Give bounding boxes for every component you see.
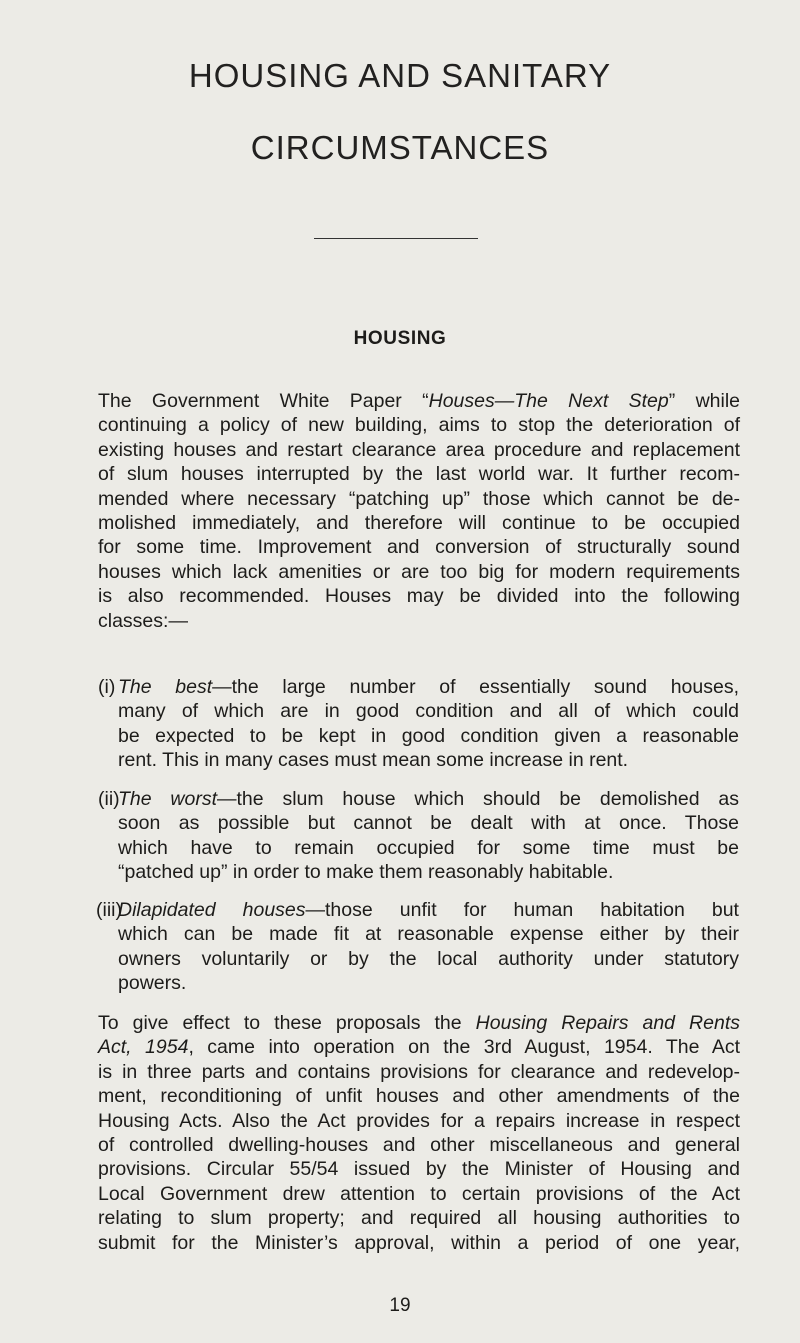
paragraph-line: To give effect to these proposals the Housing Repairs and Rents (98, 1012, 741, 1034)
paragraph-line: The Government White Paper “Houses—The Next Step” while (98, 390, 740, 412)
item-line: be expected to be kept in good condition given a reasonable (118, 724, 739, 747)
item-number: (ii) (98, 788, 120, 810)
item-body (118, 787, 739, 885)
paragraph-line: of slum houses interrupted by the last world war. It further recom- (98, 463, 740, 486)
page-title-line-2: CIRCUMSTANCES (250, 129, 550, 166)
intro-paragraph (98, 389, 740, 633)
paragraph-line: houses which lack amenities or are too big for modern requirements (98, 560, 740, 583)
item-term: The worst (118, 788, 218, 810)
item-line: The worst—the slum house which should be demolished as (118, 788, 739, 810)
paragraph-line: submit for the Minister’s approval, within a period of one year, (98, 1231, 740, 1254)
act-title-cont: Act, 1954 (98, 1036, 189, 1059)
paragraph-line: relating to slum property; and required all housing authorities to (98, 1207, 740, 1230)
act-paragraph (98, 1011, 740, 1255)
paragraph-line: existing houses and restart clearance area procedure and replacement (98, 438, 740, 461)
paragraph-line: is also recommended. Houses may be divided into the following (98, 585, 740, 608)
paragraph-line: mended where necessary “patching up” those which cannot be de- (98, 487, 740, 510)
paragraph-line: continuing a policy of new building, aims to stop the deterioration of (98, 414, 740, 437)
paragraph-line: provisions. Circular 55/54 issued by the Minister of Housing and (98, 1158, 740, 1181)
paragraph-line: Local Government drew attention to certain provisions of the Act (98, 1182, 740, 1205)
white-paper-title: Houses—The Next Step (428, 390, 669, 412)
page-title-line-1: HOUSING AND SANITARY (188, 57, 612, 94)
paragraph-line: Act, 1954, came into operation on the 3rd August, 1954. The Act (98, 1036, 741, 1059)
item-body (118, 675, 739, 773)
page-number: 19 (389, 1295, 411, 1316)
item-line: owners voluntarily or by the local authority under statutory (118, 947, 739, 970)
item-line: The best—the large number of essentially sound houses, (118, 676, 739, 698)
item-line: “patched up” in order to make them reasonably habitable. (118, 861, 614, 884)
item-number: (iii) (96, 899, 122, 921)
item-line: soon as possible but cannot be dealt with at once. Those (118, 812, 739, 835)
item-number: (i) (98, 676, 116, 698)
paragraph-line: for some time. Improvement and conversion of structurally sound (98, 536, 740, 559)
item-line: rent. This in many cases must mean some increase in rent. (118, 749, 629, 772)
item-line: powers. (118, 972, 187, 995)
paragraph-line: Housing Acts. Also the Act provides for a repairs increase in respect (98, 1109, 740, 1132)
item-term: The best (118, 676, 213, 698)
item-line: which have to remain occupied for some time must be (118, 836, 739, 859)
item-term: Dilapidated houses (118, 899, 306, 921)
paragraph-line: classes:— (98, 609, 188, 632)
item-body (118, 898, 739, 996)
item-line: Dilapidated houses—those unfit for human habitation but (118, 899, 739, 921)
act-title: Housing Repairs and Rents (475, 1012, 741, 1034)
item-line: many of which are in good condition and all of which could (118, 700, 739, 723)
section-heading: HOUSING (353, 328, 447, 349)
paragraph-line: of controlled dwelling-houses and other miscellaneous and general (98, 1133, 740, 1156)
paragraph-line: molished immediately, and therefore will continue to be occupied (98, 511, 740, 534)
paragraph-line: ment, reconditioning of unfit houses and other amendments of the (98, 1085, 740, 1108)
paragraph-line: is in three parts and contains provisions for clearance and redevelop- (98, 1060, 740, 1083)
title-divider (314, 238, 478, 239)
item-line: which can be made fit at reasonable expense either by their (118, 923, 739, 946)
